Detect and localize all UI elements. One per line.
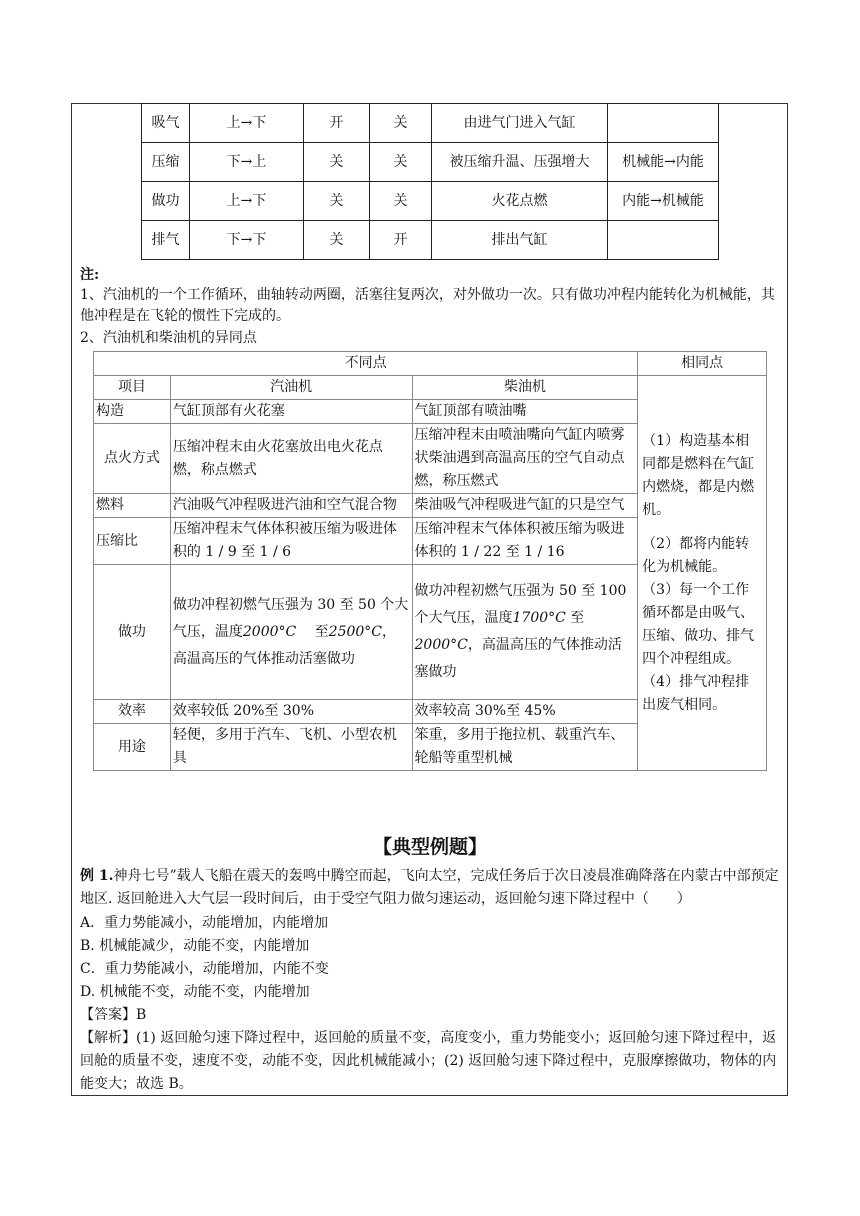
example-label: 例 1. — [80, 868, 114, 884]
intake-valve: 开 — [304, 104, 370, 143]
work-gasoline-text-a: 做功冲程初燃气压强为 30 至 50 个大气压，温度 — [172, 596, 409, 640]
work-diesel-text-b: ，高温高压的气体推动活塞做功 — [414, 637, 622, 680]
table-row — [142, 143, 719, 182]
exhaust-valve: 关 — [370, 104, 432, 143]
stroke-name: 压缩 — [142, 143, 190, 182]
gasoline-value: 压缩冲程末由火花塞放出电火花点燃，称点燃式 — [170, 424, 412, 494]
comparison-table — [93, 351, 767, 771]
energy-conversion: 机械能→内能 — [608, 143, 719, 182]
analysis-label: 【解析】 — [80, 1030, 136, 1046]
note-paragraph-1: 1、汽油机的一个工作循环，曲轴转动两圈，活塞往复两次，对外做功一次。只有做功冲程内能转化为机械能，其他冲程是在飞轮的惯性下完成的。 — [80, 287, 775, 324]
row-item: 压缩比 — [94, 518, 171, 565]
gasoline-value: 气缸顶部有火花塞 — [170, 400, 412, 424]
table-row — [94, 352, 767, 376]
similarities-cell — [638, 376, 767, 771]
col-header-gasoline: 汽油机 — [170, 376, 412, 400]
similarity-4: （4）排气冲程排出废气相同。 — [642, 673, 750, 713]
intake-valve: 关 — [304, 143, 370, 182]
gasoline-value: 压缩冲程末气体体积被压缩为吸进体积的 1 / 9 至 1 / 6 — [170, 518, 412, 565]
work-gasoline-text-b: ，高温高压的气体推动活塞做功 — [172, 623, 397, 667]
energy-conversion: 内能→机械能 — [608, 182, 719, 221]
row-item: 做功 — [94, 565, 171, 700]
similarity-1: （1）构造基本相同都是燃料在气缸内燃烧，都是内燃机。 — [642, 432, 755, 518]
row-item: 效率 — [94, 700, 171, 724]
gasoline-value: 轻便，多用于汽车、飞机、小型农机具 — [170, 724, 412, 771]
stroke-name: 排气 — [142, 221, 190, 260]
diesel-value: 效率较高 30%至 45% — [412, 700, 638, 724]
diesel-value: 柴油吸气冲程吸进气缸的只是空气 — [412, 494, 638, 518]
note-paragraph-2: 2、汽油机和柴油机的异同点 — [80, 330, 257, 346]
intake-valve: 关 — [304, 182, 370, 221]
diesel-value: 压缩冲程末由喷油嘴向气缸内喷雾状柴油遇到高温高压的空气自动点燃，称压燃式 — [412, 424, 638, 494]
exhaust-valve: 开 — [370, 221, 432, 260]
gasoline-value — [170, 565, 412, 700]
stroke-table — [141, 103, 719, 260]
intake-valve: 关 — [304, 221, 370, 260]
answer: 【答案】B — [80, 1007, 147, 1023]
option-b: B. 机械能减少，动能不变，内能增加 — [80, 938, 310, 954]
temperature-value: 1700°C — [512, 610, 566, 626]
stroke-feature: 排出气缸 — [432, 221, 608, 260]
temperature-value: 2000°C — [414, 637, 468, 653]
table-row — [142, 104, 719, 143]
diesel-value — [412, 565, 638, 700]
row-item: 点火方式 — [94, 424, 171, 494]
stroke-name: 做功 — [142, 182, 190, 221]
row-item: 用途 — [94, 724, 171, 771]
diesel-value: 压缩冲程末气体体积被压缩为吸进体积的 1 / 22 至 1 / 16 — [412, 518, 638, 565]
stroke-feature: 被压缩升温、压强增大 — [432, 143, 608, 182]
col-header-diesel: 柴油机 — [412, 376, 638, 400]
diesel-value: 笨重，多用于拖拉机、载重汽车、轮船等重型机械 — [412, 724, 638, 771]
row-item: 燃料 — [94, 494, 171, 518]
work-diesel-text-a: 做功冲程初燃气压强为 50 至 100 个大气压，温度 — [414, 583, 627, 626]
piston-direction: 上→下 — [190, 182, 304, 221]
energy-conversion — [608, 104, 719, 143]
piston-direction: 下→上 — [190, 143, 304, 182]
similarity-2: （2）都将内能转化为机械能。 — [642, 535, 750, 575]
question-text: 神舟七号”载人飞船在震天的轰鸣中腾空而起，飞向太空，完成任务后于次日凌晨准确降落在内蒙古中部预定地区. 返回舱进入大气层一段时间后，由于受空气阻力做匀速运动，返回舱匀速下降过程中（ ） — [80, 868, 779, 907]
table-row — [142, 221, 719, 260]
example-question — [80, 865, 785, 911]
analysis — [80, 1027, 785, 1096]
exhaust-valve: 关 — [370, 182, 432, 221]
table-row — [142, 182, 719, 221]
stroke-feature: 火花点燃 — [432, 182, 608, 221]
stroke-feature: 由进气门进入气缸 — [432, 104, 608, 143]
piston-direction: 上→下 — [190, 104, 304, 143]
header-similarities: 相同点 — [638, 352, 767, 376]
analysis-text: (1) 返回舱匀速下降过程中，返回舱的质量不变，高度变小，重力势能变小；返回舱匀速下降过程中，返回舱的质量不变，速度不变，动能不变，因此机械能减小；(2) 返回舱匀速下降过程中，克服摩擦做功，物体的内能变大；故选 B。 — [80, 1030, 777, 1092]
exhaust-valve: 关 — [370, 143, 432, 182]
table-row — [94, 376, 767, 400]
col-header-item: 项目 — [94, 376, 171, 400]
row-item: 构造 — [94, 400, 171, 424]
temperature-value: 2000°C — [242, 623, 297, 640]
option-c: C．重力势能减小，动能增加，内能不变 — [80, 961, 329, 977]
section-heading: 【典型例题】 — [372, 836, 487, 858]
header-differences: 不同点 — [94, 352, 638, 376]
gasoline-value: 效率较低 20%至 30% — [170, 700, 412, 724]
similarity-3: （3）每一个工作循环都是由吸气、压缩、做功、排气四个冲程组成。 — [642, 581, 755, 667]
energy-conversion — [608, 221, 719, 260]
stroke-name: 吸气 — [142, 104, 190, 143]
option-d: D. 机械能不变，动能不变，内能增加 — [80, 984, 310, 1000]
work-diesel-to: 至 — [570, 610, 585, 626]
option-a: A．重力势能减小，动能增加，内能增加 — [80, 915, 329, 931]
temperature-value: 2500°C — [328, 623, 383, 640]
gasoline-value: 汽油吸气冲程吸进汽油和空气混合物 — [170, 494, 412, 518]
work-gasoline-to: 至 — [314, 623, 329, 640]
note-label: 注: — [80, 267, 100, 283]
piston-direction: 下→下 — [190, 221, 304, 260]
diesel-value: 气缸顶部有喷油嘴 — [412, 400, 638, 424]
